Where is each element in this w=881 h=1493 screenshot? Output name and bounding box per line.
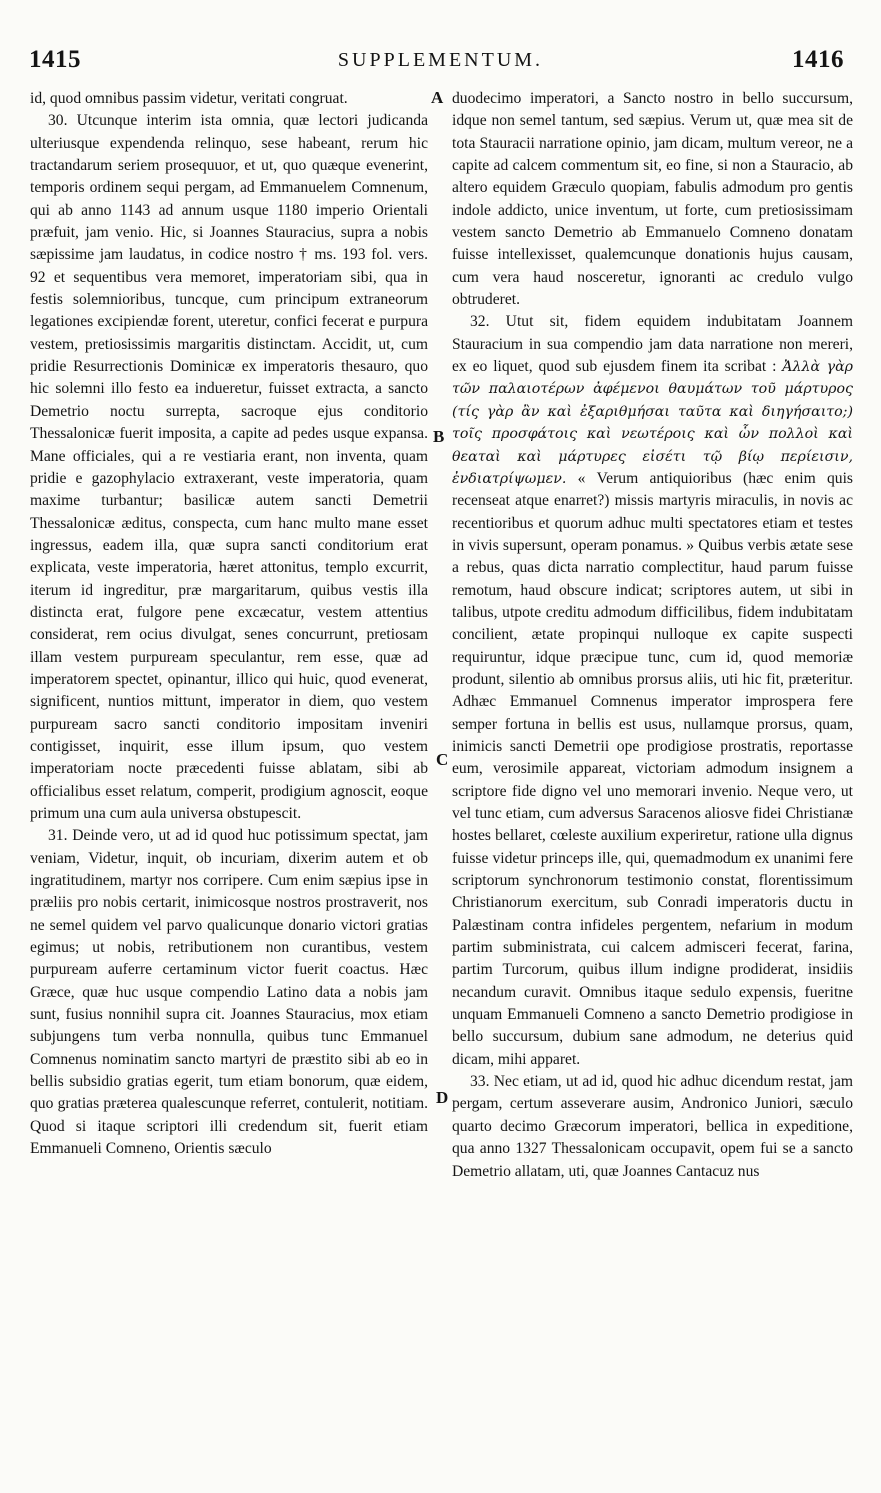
- margin-letter-a: A: [431, 88, 444, 107]
- right-paragraph-continued: duodecimo imperatori, a Sancto nostro in bello succursum, idque non semel tantum, sed sæpius. Verum ut, quæ mea sit de tota Stauracii narratione opinio, jam dicam, multum vereor, ne a capite ad calcem commentum sit, eo fine, si non a Stauracio, ab altero equidem Græculo quopiam, fabulis admodum pro gentis indole addicto, unice inventum, ut forte, cum pretiosissimam vestem sancto Demetrio ab Emmanuelo Comneno donatam fuisse intellexisset, qualemcunque donationis hujus causam, cum vera haud nosceretur, ignoranti ac credulo vulgo obtruderet.: [452, 90, 853, 309]
- left-column: [30, 88, 428, 1161]
- right-column: [452, 88, 853, 1183]
- page-header: [0, 46, 881, 80]
- paragraph-33: 33. Nec etiam, ut ad id, quod hic adhuc dicendum restat, jam pergam, certum asseverare ausim, Andronico Juniori, sæculo quarto decimo Græcorum imperatori, bellica in expeditione, qua anno 1327 Thessalonicam occupavit, opem fui se a sancto Demetrio allatam, uti, quæ Joannes Cantacuz nus: [452, 1073, 853, 1180]
- paragraph-32-intro: 32. Utut sit, fidem equidem indubitatam Joannem Stauracium in sua compendio jam data narratione non mereri, ex eo liquet, quod sub ejusdem finem ita scribat :: [452, 313, 853, 376]
- greek-quotation: Ἀλλὰ γὰρ τῶν παλαιοτέρων ἀφέμενοι θαυμάτων τοῦ μάρτυρος (τίς γὰρ ἂν καὶ ἐξαριθμήσαι ταῦτα καὶ διηγήσαιτο;) τοῖς προσφάτοις καὶ νεωτέροις καὶ ὧν πολλοὶ καὶ θεαταὶ καὶ μάρτυρες εἰσέτι τῷ βίῳ περίεισιν, ἐνδιατρίψωμεν.: [452, 359, 853, 487]
- paragraph-32-body: « Verum antiquioribus (hæc enim quis recenseat atque enarret?) missis martyris miraculis, in novis ac recentioribus et quorum adhuc multi spectatores etiam et testes in vivis supersunt, operam ponamus. » Quibus verbis ætate sese a rebus, quas dicta narratio complectitur, haud parum fuisse remotum, haud obscure indicat; scriptores autem, ut sibi in talibus, utpote creditu admodum difficilibus, fidem indubitatam concilient, ætate propinqui nulloque ex capite suspecti requiruntur, idque præcipue tunc, cum id, quod memoriæ produnt, silentio ab omnibus prorsus aliis, uti hic fit, præteritur. Adhæc Emmanuel Comnenus imperator improspera fere semper fortuna in bellis est usus, nullamque prorsus, quam, inimicis sancti Demetrii ope prodigiose prostratis, reportasse eum, verosimile appareat, victoriam admodum insignem a scriptore fide digno vel uno memorari invenio. Neque vero, ut vel tunc etiam, cum adversus Saracenos aliosve fidei Christianæ hostes bellaret, cœleste auxilium experiretur, ratione ulla dignus fuisse videtur princeps ille, qui, quemadmodum ex unanimi fere scriptorum synchronorum testimonio constat, florentissimum Christianorum exercitum, sub Conradi imperatoris ductu in Palæstinam contra infideles pergentem, nefarium in modum partim subministrata, cui calcem admisceri fecerat, farina, partim Turcorum, quibus illum indigne prodiderat, insidiis necandum curavit. Omnibus itaque sedulo expensis, fueritne unquam Emmanueli Comneno a sancto Demetrio prodigiose in bello succursum, dubium sane admodum, ne deterius quid dicam, mihi apparet.: [452, 469, 853, 1068]
- paragraph-32: [452, 311, 853, 1071]
- margin-letter-c: C: [436, 750, 449, 769]
- running-title: SUPPLEMENTUM.: [337, 49, 544, 71]
- left-paragraph-continued: id, quod omnibus passim videtur, veritati congruat.: [30, 90, 348, 107]
- page-number-left: 1415: [29, 46, 81, 73]
- paragraph-31: 31. Deinde vero, ut ad id quod huc potissimum spectat, jam veniam, Videtur, inquit, ob incuriam, dixerim autem et ob ingratitudinem, martyr nos corripere. Cum enim sæpius ipse in præliis pro nobis certarit, inimicosque nostros prostraverit, nos ne semel quidem vel parvo qualicunque donario victori gratias egimus; ut nobis, retributionem non curantibus, vestem purpuream auferre certaminum victor fuerit coactus. Hæc Græce, quæ huc usque compendio Latino data a nobis jam sunt, fusius nonnihil supra cit. Joannes Stauracius, mox etiam subjungens tum verba nonnulla, quibus tunc Emmanuel Comnenus nominatim sancto martyri de præstito sibi ab eo in bellis subsidio gratias egerit, tum etiam bonorum, quæ eidem, quo gratias præterea qualescunque referret, contulerit, notitiam. Quod si itaque scriptori illi credendum sit, fuerit etiam Emmanueli Comneno, Orientis sæculo: [30, 827, 428, 1158]
- margin-letter-b: B: [433, 427, 445, 446]
- page-number-right: 1416: [792, 46, 844, 73]
- paragraph-30: 30. Utcunque interim ista omnia, quæ lectori judicanda ulteriusque expendenda relinquo, sese habeant, rerum hic tractandarum seriem prosequuor, et ut, quo quæque evenerint, temporis ordinem sequi pergam, ad Emmanuelem Comnenum, qui ab anno 1143 ad annum usque 1180 imperio Orientali præfuit, jam venio. Hic, si Joannes Stauracius, supra a nobis sæpissime jam laudatus, in codice nostro † ms. 193 fol. vers. 92 et sequentibus vera memoret, imperatoriam sibi, qua in festis solemnioribus, tuncque, cum principum extraneorum legationes excipiendæ forent, uteretur, confici fecerat e purpura vestem, pretiosissimis margaritis distinctam. Accidit, ut, cum pridie Resurrectionis Dominicæ ex imperatoris thesauro, quo hic solemni illo festo ea indueretur, fuisset extracta, a sancto Demetrio noctu surrepta, sacroque ejus conditorio Thessalonicæ fuerit imposita, a capite ad pedes usque expansa. Mane officiales, qui a re vestiaria erant, non inventa, quam pridie e gazophylacio extraxerant, veste imperatoria, quam maxime turbantur; basilicæ autem sancti Demetrii Thessalonicæ æditus, conspecta, cum hanc multo mane esset ingressus, eadem illa, quæ supra sancti conditorium erat explicata, veste imperatoria, hæret attonitus, templo excurrit, iterum id ingreditur, præ margaritarum, quibus vestis illa distincta erat, fulgore pene excæcatur, vestem attentius considerat, rem ocius divulgat, senes concurrunt, pretiosam illam vestem purpuream speculantur, rem esse, quæ ad imperatorem spectet, opinantur, illico qui huic, quod evenerat, significent, nuntios mittunt, imperator in diem, quo vestem purpuream sacro sancti conditorio impositam inveniri contigisset, inquirit, esse illum ipsum, quo vestem imperatoriam nocte præcedenti fuisse ablatam, sibi ab officialibus esset relatum, comperit, prodigium agnoscit, eoque primum una cum aula universa obstupescit.: [30, 112, 428, 822]
- margin-letter-d: D: [436, 1088, 449, 1107]
